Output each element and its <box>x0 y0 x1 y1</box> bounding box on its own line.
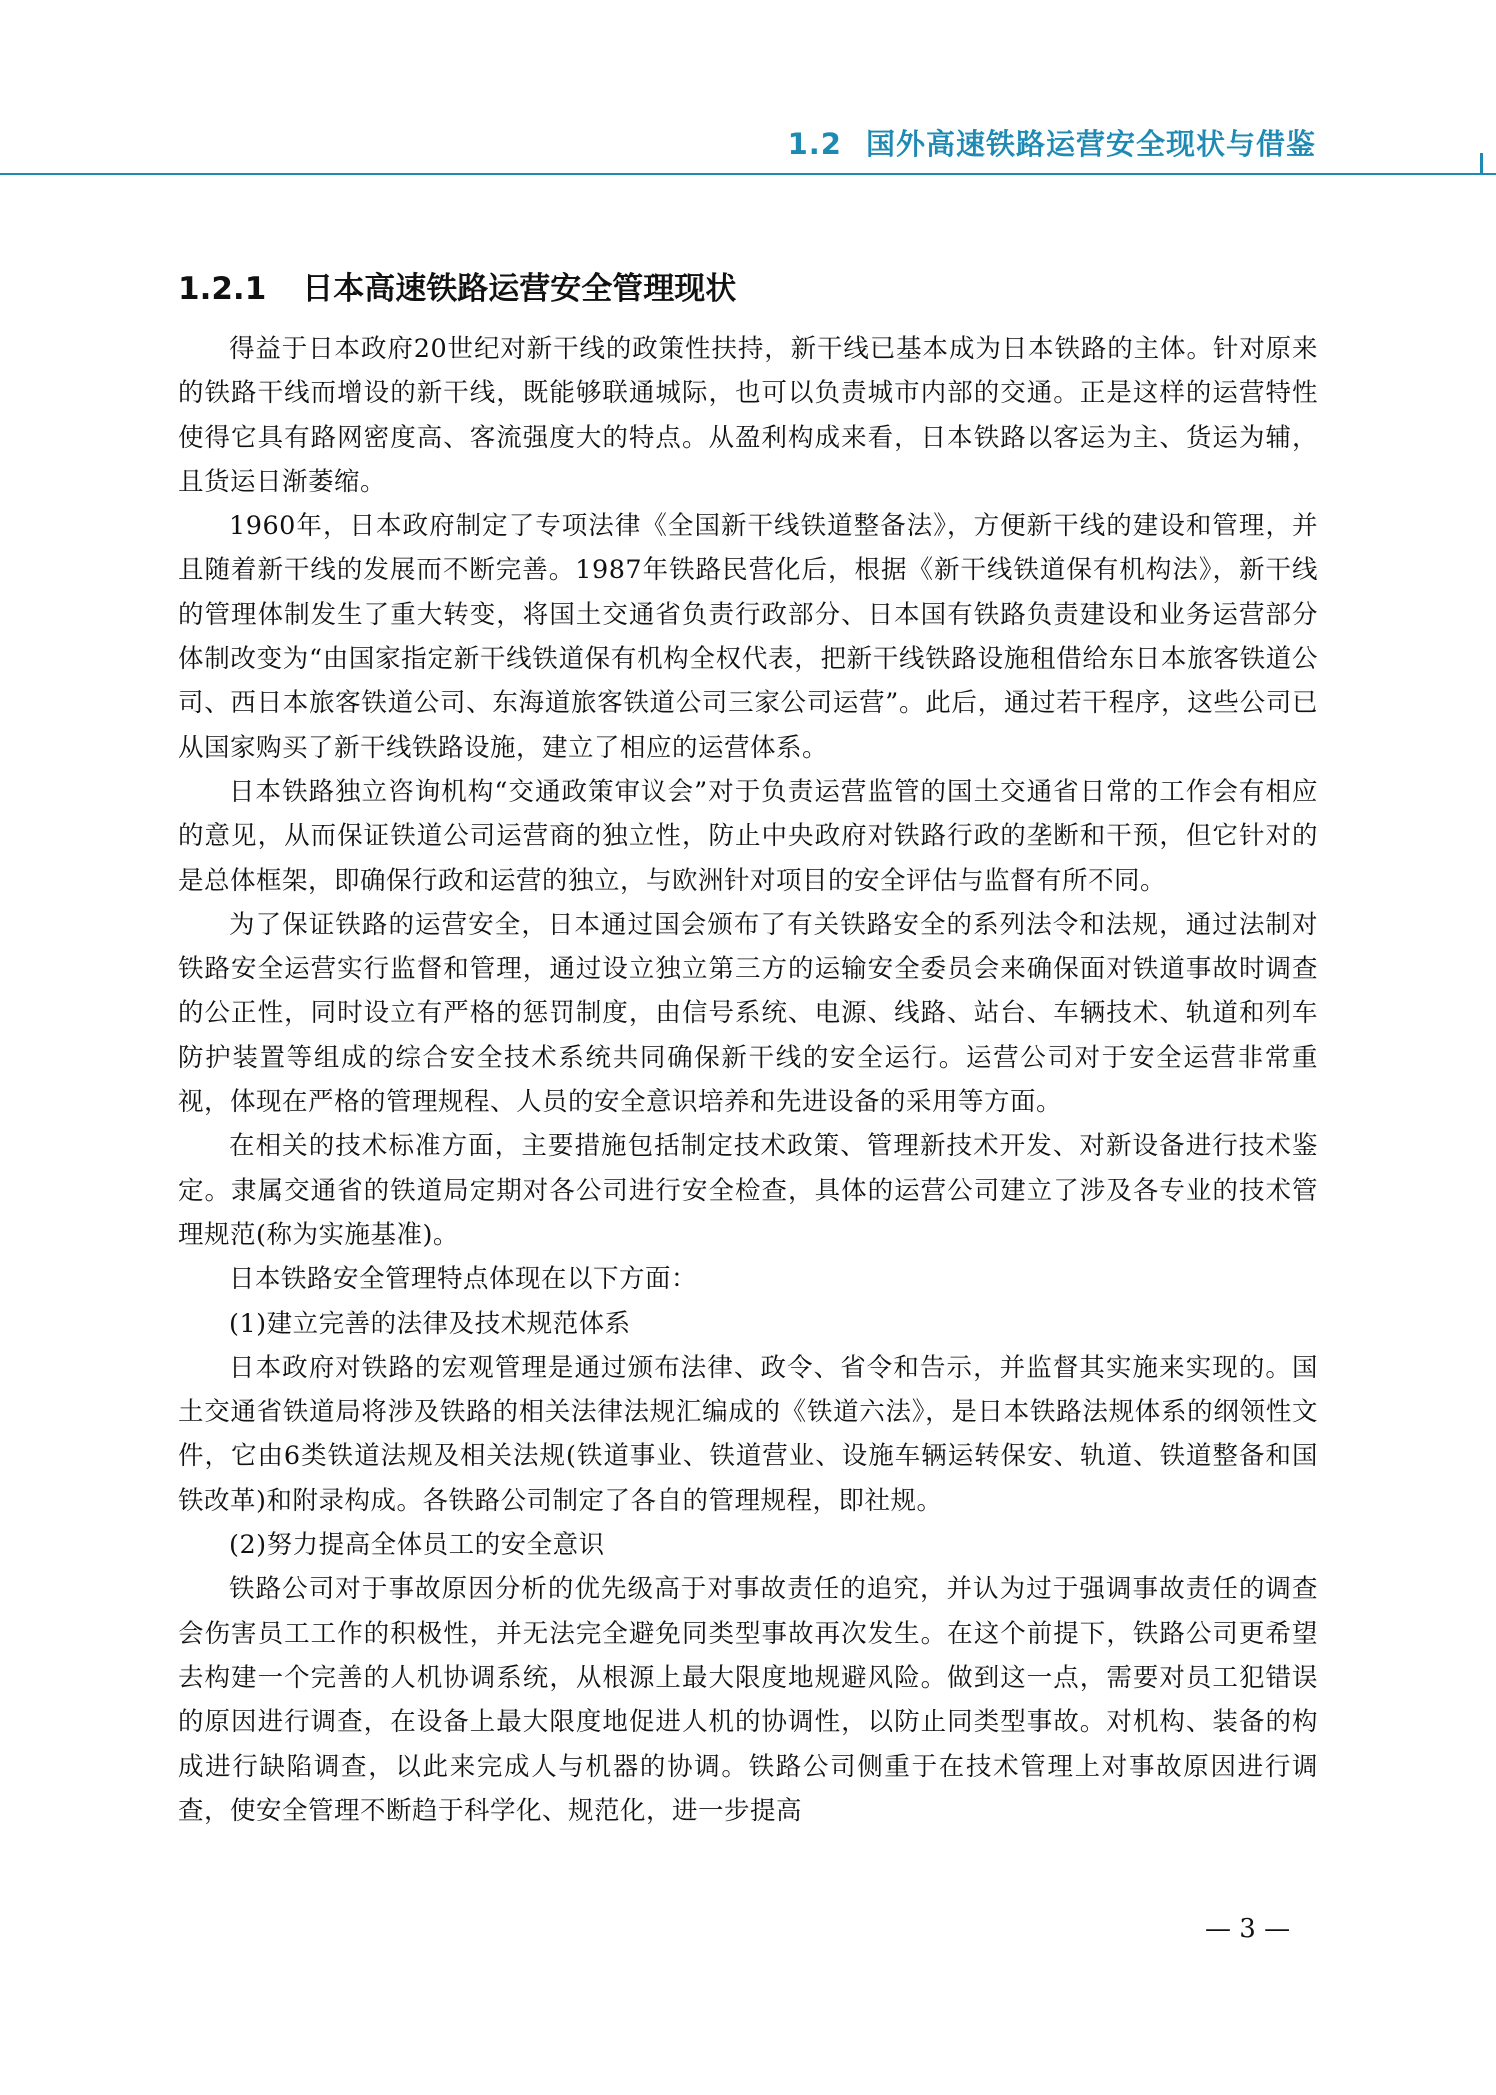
section-title: 日本高速铁路运营安全管理现状 <box>302 271 737 307</box>
paragraph: 日本政府对铁路的宏观管理是通过颁布法律、政令、省令和告示，并监督其实施来实现的。国土交通省铁道局将涉及铁路的相关法律法规汇编成的《铁道六法》，是日本铁路法规体系的纲领性文件，它由6类铁道法规及相关法规(铁道事业、铁道营业、设施车辆运转保安、轨道、铁道整备和国铁改革)和附录构成。各铁路公司制定了各自的管理规程，即社规。 <box>178 1352 1318 1516</box>
subheading: (2)努力提高全体员工的安全意识 <box>229 1530 605 1561</box>
paragraph: 为了保证铁路的运营安全，日本通过国会颁布了有关铁路安全的系列法令和法规，通过法制对铁路安全运营实行监督和管理，通过设立独立第三方的运输安全委员会来确保面对铁道事故时调查的公正性，同时设立有严格的惩罚制度，由信号系统、电源、线路、站台、车辆技术、轨道和列车防护装置等组成的综合安全技术系统共同确保新干线的安全运行。运营公司对于安全运营非常重视，体现在严格的管理规程、人员的安全意识培养和先进设备的采用等方面。 <box>178 909 1318 1118</box>
body-text <box>178 327 1318 1833</box>
page-number: — 3 — <box>1205 1914 1291 1944</box>
paragraph: 在相关的技术标准方面，主要措施包括制定技术政策、管理新技术开发、对新设备进行技术鉴定。隶属交通省的铁道局定期对各公司进行安全检查，具体的运营公司建立了涉及各专业的技术管理规范(称为实施基准)。 <box>178 1131 1318 1250</box>
header-tick <box>1480 153 1483 175</box>
section-number: 1.2.1 <box>178 271 267 307</box>
section-heading <box>178 263 736 308</box>
running-header <box>788 122 1316 163</box>
header-section-title: 国外高速铁路运营安全现状与借鉴 <box>865 127 1316 161</box>
header-rule <box>0 173 1496 175</box>
header-section-number: 1.2 <box>787 127 842 161</box>
paragraph: 日本铁路安全管理特点体现在以下方面： <box>229 1264 698 1295</box>
paragraph: 铁路公司对于事故原因分析的优先级高于对事故责任的追究，并认为过于强调事故责任的调查会伤害员工工作的积极性，并无法完全避免同类型事故再次发生。在这个前提下，铁路公司更希望去构建一个完善的人机协调系统，从根源上最大限度地规避风险。做到这一点，需要对员工犯错误的原因进行调查，在设备上最大限度地促进人机的协调性，以防止同类型事故。对机构、装备的构成进行缺陷调查，以此来完成人与机器的协调。铁路公司侧重于在技术管理上对事故原因进行调查，使安全管理不断趋于科学化、规范化，进一步提高 <box>178 1574 1318 1826</box>
subheading: (1)建立完善的法律及技术规范体系 <box>229 1308 631 1339</box>
paragraph: 日本铁路独立咨询机构“交通政策审议会”对于负责运营监管的国土交通省日常的工作会有相应的意见，从而保证铁道公司运营商的独立性，防止中央政府对铁路行政的垄断和干预，但它针对的是总体框架，即确保行政和运营的独立，与欧洲针对项目的安全评估与监督有所不同。 <box>178 776 1318 896</box>
paragraph: 得益于日本政府20世纪对新干线的政策性扶持，新干线已基本成为日本铁路的主体。针对原来的铁路干线而增设的新干线，既能够联通城际，也可以负责城市内部的交通。正是这样的运营特性使得它具有路网密度高、客流强度大的特点。从盈利构成来看，日本铁路以客运为主、货运为辅，且货运日渐萎缩。 <box>178 334 1318 497</box>
paragraph: 1960年，日本政府制定了专项法律《全国新干线铁道整备法》，方便新干线的建设和管理，并且随着新干线的发展而不断完善。1987年铁路民营化后，根据《新干线铁道保有机构法》，新干线的管理体制发生了重大转变，将国土交通省负责行政部分、日本国有铁路负责建设和业务运营部分体制改变为“由国家指定新干线铁道保有机构全权代表，把新干线铁路设施租借给东日本旅客铁道公司、西日本旅客铁道公司、东海道旅客铁道公司三家公司运营”。此后，通过若干程序，这些公司已从国家购买了新干线铁路设施，建立了相应的运营体系。 <box>178 511 1318 763</box>
